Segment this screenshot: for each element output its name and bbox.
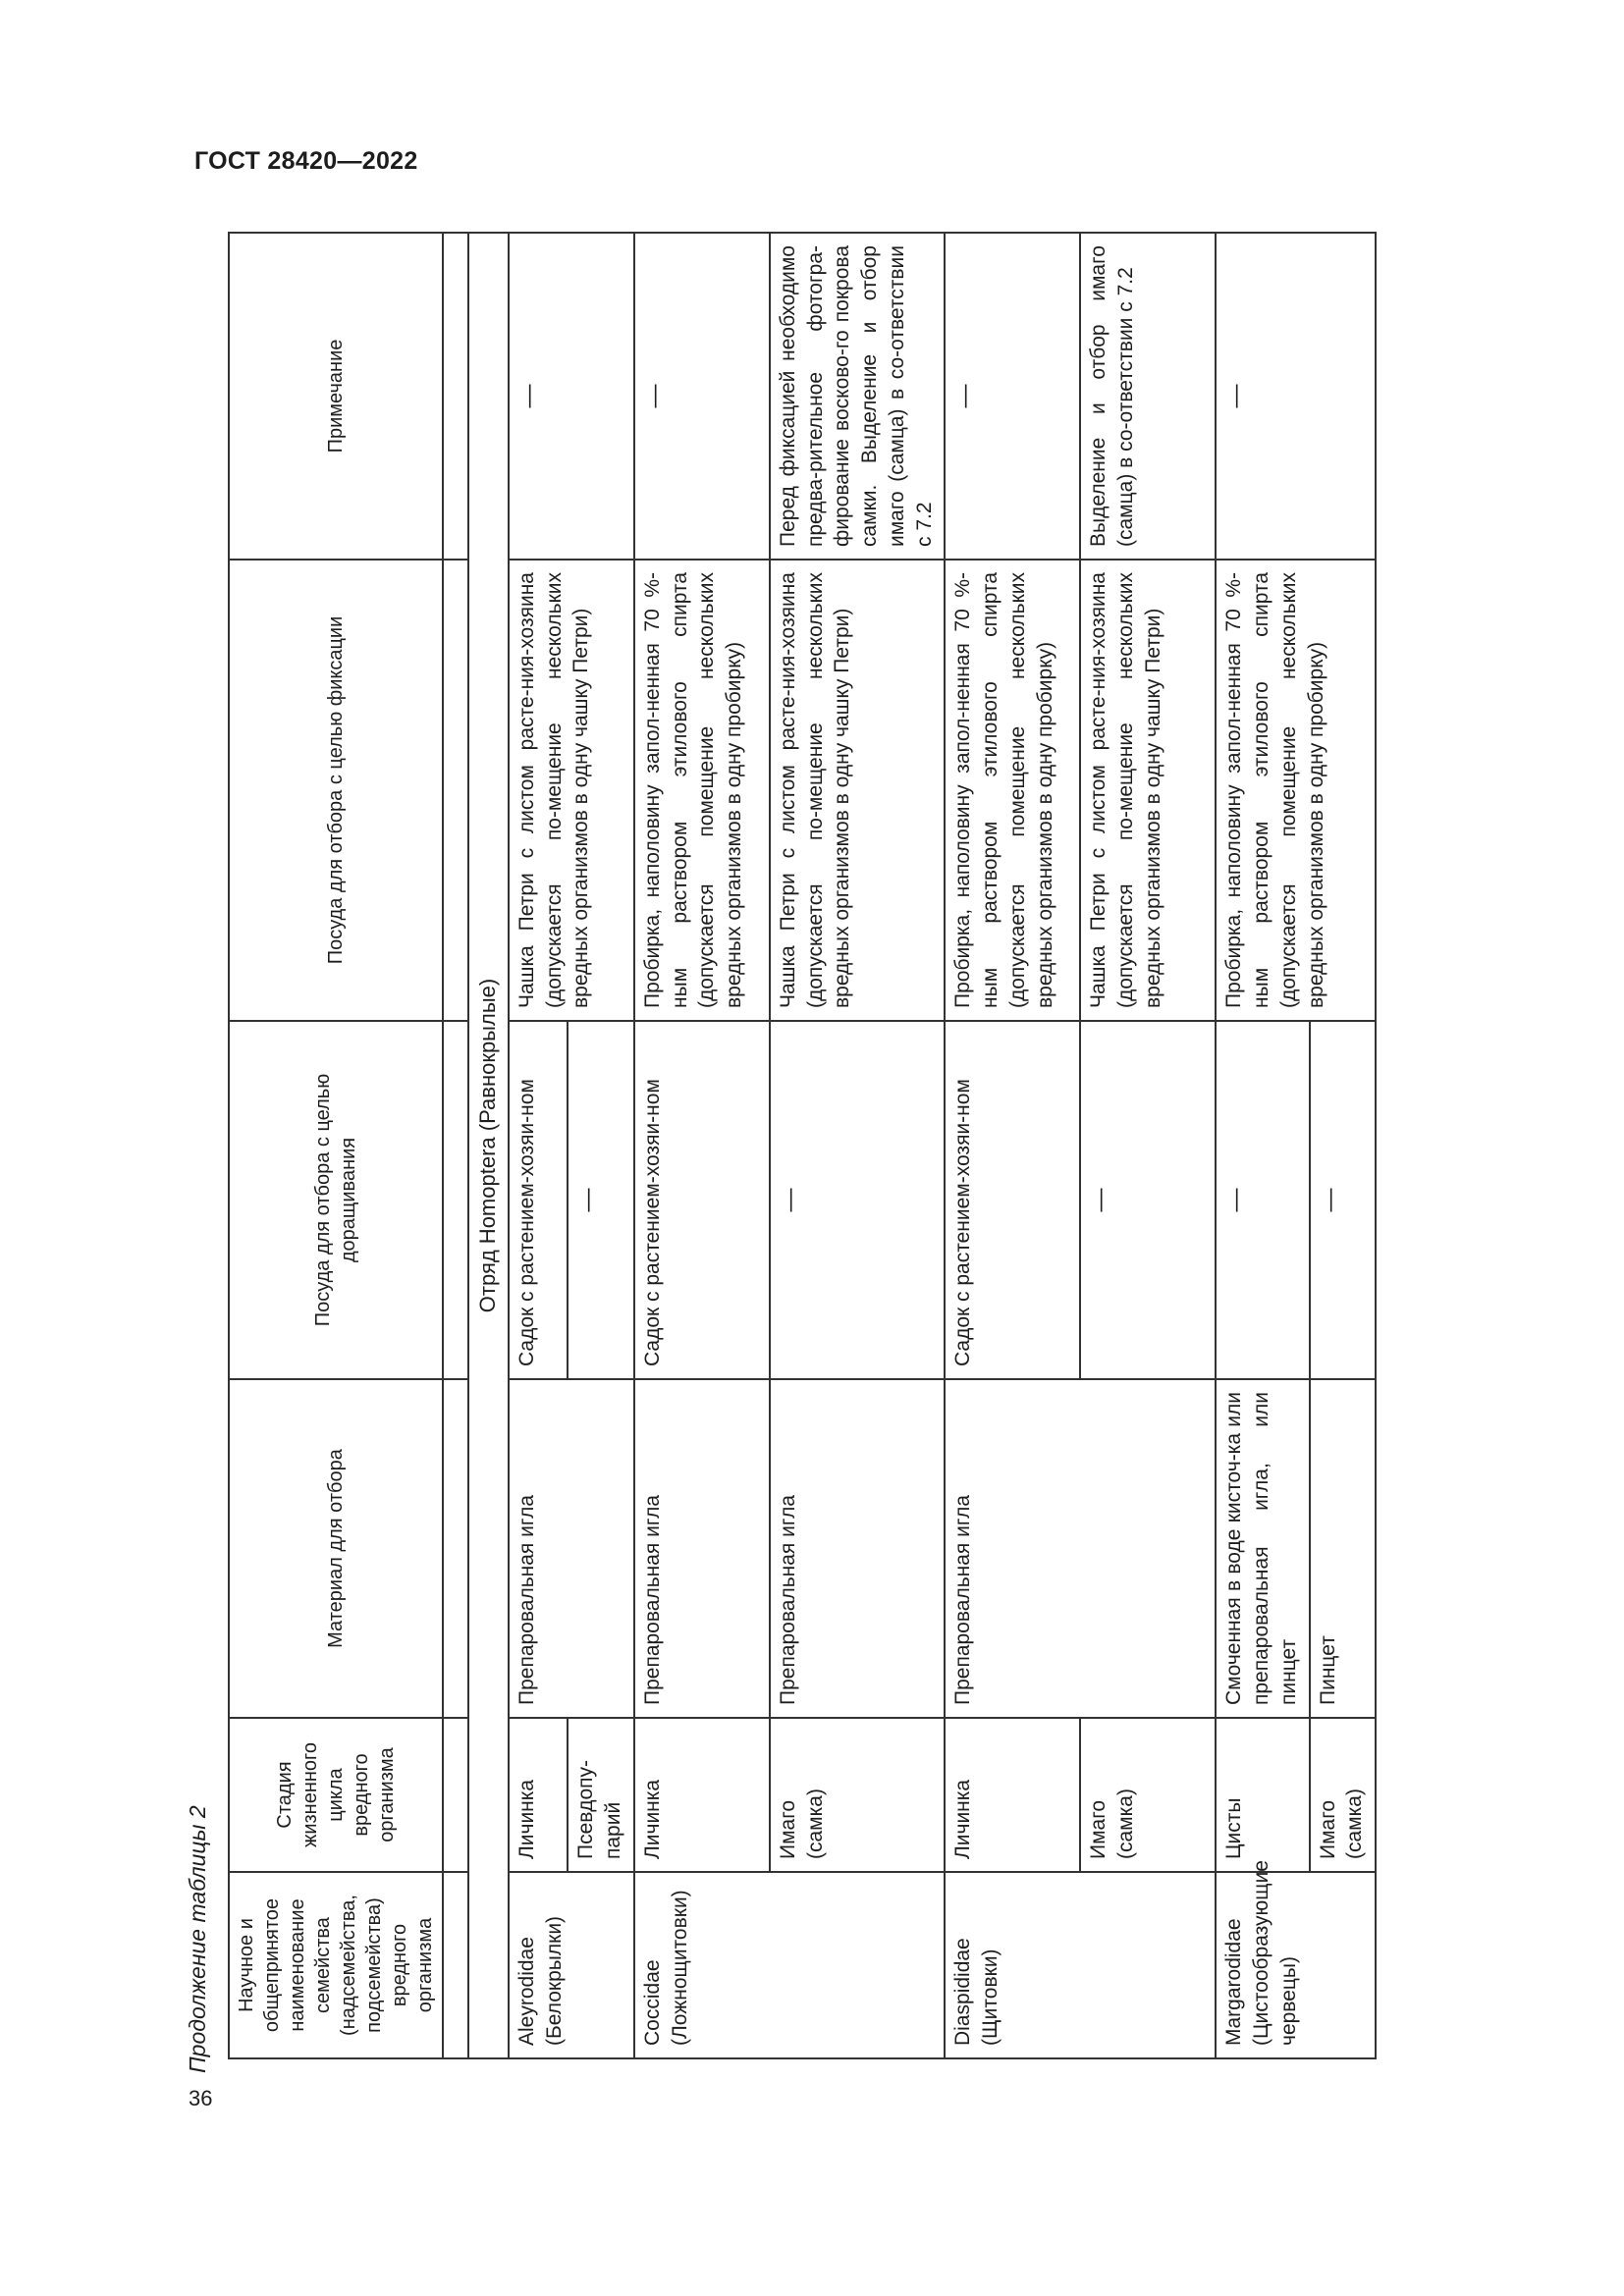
growing-vessel-cell: — [1216, 1021, 1309, 1379]
growing-vessel-cell: — [568, 1021, 634, 1379]
family-name: Margarodidae (Цистообразующие червецы) [1216, 1872, 1376, 2058]
material-cell: Препаровальная игла [634, 1379, 770, 1718]
data-table [228, 232, 1377, 2059]
stage-cell: Личинка [509, 1718, 568, 1872]
separator-row [443, 233, 468, 2058]
growing-vessel-cell: Садок с растением-хозяи-ном [634, 1021, 770, 1379]
stage-cell: Псевдопу-парий [568, 1718, 634, 1872]
growing-vessel-cell: Садок с растением-хозяи-ном [945, 1021, 1080, 1379]
note-cell: Выделение и отбор имаго (самца) в со-ответствии с 7.2 [1080, 233, 1216, 560]
table-row [634, 233, 770, 2058]
stage-cell: Личинка [945, 1718, 1080, 1872]
stage-cell: Имаго (самка) [1080, 1718, 1216, 1872]
rotated-table-page [177, 233, 1502, 2073]
table-caption: Продолжение таблицы 2 [185, 1805, 210, 2073]
fixation-vessel-cell: Пробирка, наполовину запол-ненная 70 %-ным раствором этилового спирта (допускается помещение нескольких вредных организмов в одну пробирку) [634, 560, 770, 1021]
growing-vessel-cell: — [770, 1021, 945, 1379]
fixation-vessel-cell: Чашка Петри с листом расте-ния-хозяина (допускается по-мещение нескольких вредных организмов в одну чашку Петри) [509, 560, 634, 1021]
fixation-vessel-cell: Пробирка, наполовину запол-ненная 70 %-ным раствором этилового спирта (допускается помещение нескольких вредных организмов в одну пробирку) [945, 560, 1080, 1021]
material-cell: Препаровальная игла [770, 1379, 945, 1718]
growing-vessel-cell: Садок с растением-хозяи-ном [509, 1021, 568, 1379]
family-name: Aleyrodidae (Белокрылки) [509, 1872, 634, 2058]
column-header: Примечание [229, 233, 443, 560]
group-row [468, 233, 509, 2058]
note-cell: Перед фиксацией необходимо предва-рительное фотогра-фирование восково-го покрова самки. Выделение и отбор имаго (самца) в со-ответствии с 7.2 [770, 233, 945, 560]
group-heading: Отряд Homoptera (Равнокрылые) [468, 233, 509, 2058]
stage-cell: Личинка [634, 1718, 770, 1872]
document-code: ГОСТ 28420—2022 [194, 147, 418, 175]
family-name: Diaspididae (Щитовки) [945, 1872, 1216, 2058]
material-cell: Пинцет [1310, 1379, 1376, 1718]
table-row [509, 233, 568, 2058]
fixation-vessel-cell: Чашка Петри с листом расте-ния-хозяина (допускается по-мещение нескольких вредных организмов в одну чашку Петри) [1080, 560, 1216, 1021]
column-header: Материал для отбора [229, 1379, 443, 1718]
table-row [1216, 233, 1309, 2058]
column-header: Научное и общепринятое наименование семейства (надсемейства, подсемейства) вредного организма [229, 1872, 443, 2058]
material-cell: Препаровальная игла [945, 1379, 1216, 1718]
table-header-row [229, 233, 443, 2058]
material-cell: Препаровальная игла [509, 1379, 634, 1718]
note-cell: — [1216, 233, 1376, 560]
material-cell: Смоченная в воде кисточ-ка или препаровальная игла, или пинцет [1216, 1379, 1309, 1718]
family-name: Coccidae (Ложнощитовки) [634, 1872, 945, 2058]
column-header: Стадия жизненного цикла вредного организма [229, 1718, 443, 1872]
column-header: Посуда для отбора с целью доращивания [229, 1021, 443, 1379]
stage-cell: Имаго (самка) [1310, 1718, 1376, 1872]
column-header: Посуда для отбора с целью фиксации [229, 560, 443, 1021]
table-row [1080, 233, 1216, 2058]
stage-cell: Имаго (самка) [770, 1718, 945, 1872]
note-cell: — [634, 233, 770, 560]
page-number: 36 [189, 2086, 213, 2110]
fixation-vessel-cell: Чашка Петри с листом расте-ния-хозяина (допускается по-мещение нескольких вредных организмов в одну чашку Петри) [770, 560, 945, 1021]
stage-cell: Цисты [1216, 1718, 1309, 1872]
table-row [945, 233, 1080, 2058]
fixation-vessel-cell: Пробирка, наполовину запол-ненная 70 %-ным раствором этилового спирта (допускается помещение нескольких вредных организмов в одну пробирку) [1216, 560, 1376, 1021]
note-cell: — [945, 233, 1080, 560]
note-cell: — [509, 233, 634, 560]
growing-vessel-cell: — [1080, 1021, 1216, 1379]
table-row [770, 233, 945, 2058]
growing-vessel-cell: — [1310, 1021, 1376, 1379]
